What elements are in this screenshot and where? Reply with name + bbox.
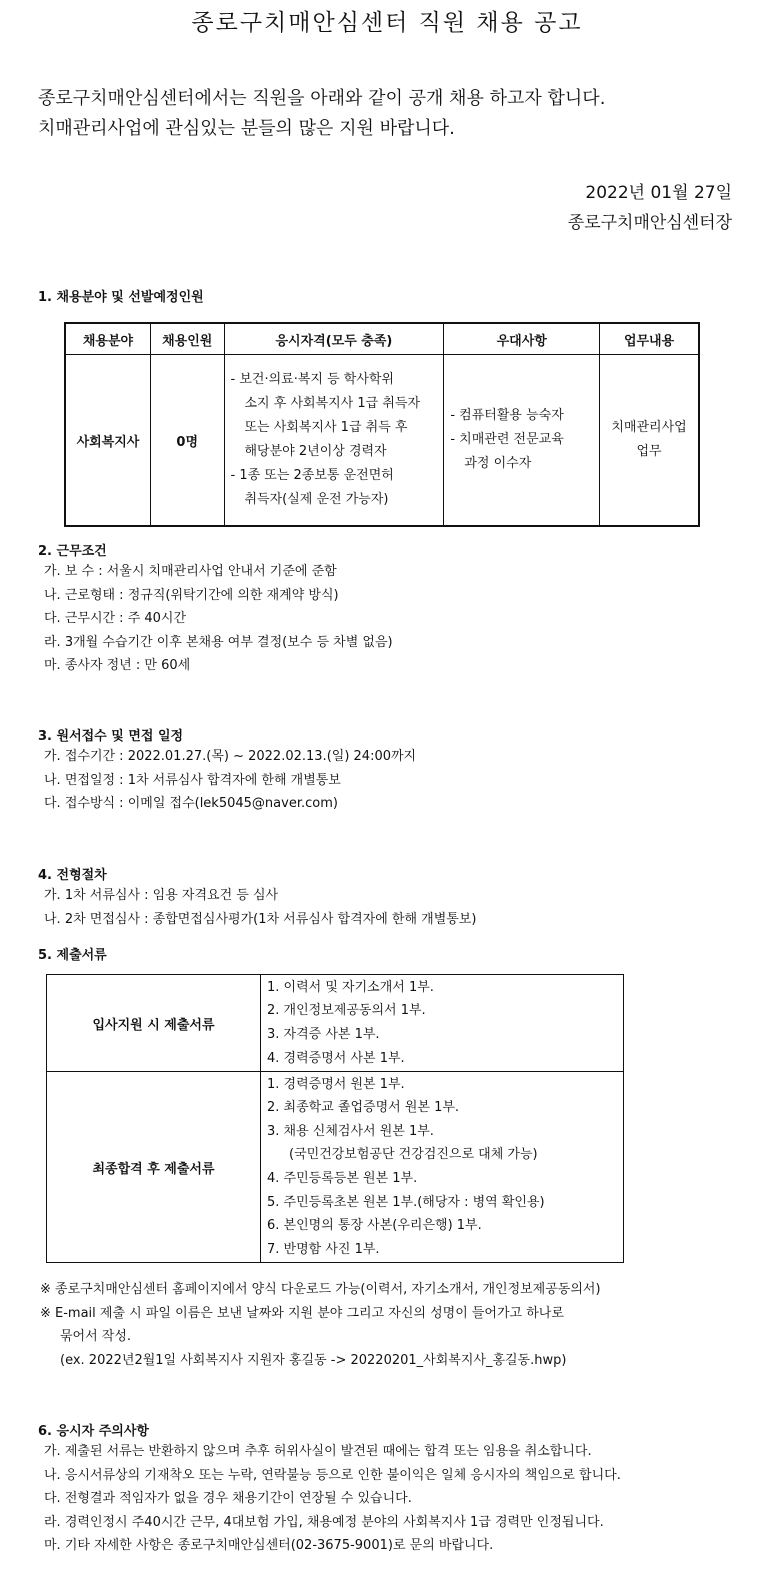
table-row [47, 1072, 624, 1263]
section2-list [44, 560, 393, 678]
note-line: ※ 종로구치매안심센터 홈페이지에서 양식 다운로드 가능(이력서, 자기소개서, 개인정보제공동의서) [40, 1282, 601, 1297]
duty-line: 업무 [636, 444, 662, 459]
header-count: 채용인원 [150, 323, 224, 355]
documents-label-application: 입사지원 시 제출서류 [47, 975, 261, 1072]
list-item: 마. 기타 자세한 사항은 종로구치매안심센터(02-3675-9001)로 문의 바랍니다. [44, 1538, 494, 1554]
header-qualifications: 응시자격(모두 충족) [224, 323, 444, 355]
list-item: 4. 주민등록등본 원본 1부. [267, 1171, 418, 1186]
preference-line: - 치매관련 전문교육 [450, 432, 564, 447]
qualification-line: 취득자(실제 운전 가능자) [244, 492, 389, 507]
qualification-line: - 보건·의료·복지 등 학사학위 [230, 372, 394, 387]
list-item: 라. 3개월 수습기간 이후 본채용 여부 결정(보수 등 차별 없음) [44, 634, 393, 650]
list-item: 다. 접수방식 : 이메일 접수(lek5045@naver.com) [44, 796, 338, 812]
section5-title: 5. 제출서류 [38, 948, 107, 963]
intro-line: 치매관리사업에 관심있는 분들의 많은 지원 바랍니다. [38, 118, 455, 139]
section2-title: 2. 근무조건 [38, 544, 107, 559]
duty-line: 치매관리사업 [611, 420, 687, 435]
list-item: 7. 반명함 사진 1부. [267, 1241, 380, 1257]
list-item: 마. 종사자 정년 : 만 60세 [44, 658, 191, 674]
section4-list [44, 884, 476, 931]
preference-line: - 컴퓨터활용 능숙자 [450, 408, 564, 423]
section3-title: 3. 원서접수 및 면접 일정 [38, 729, 184, 744]
list-item: 1. 이력서 및 자기소개서 1부. [267, 979, 434, 995]
section6-title: 6. 응시자 주의사항 [38, 1424, 149, 1439]
cell-count: 0명 [150, 355, 224, 527]
qualification-line: - 1종 또는 2종보통 운전면허 [230, 468, 394, 483]
note-line: ※ E-mail 제출 시 파일 이름은 보낸 날짜와 지원 분야 그리고 자신의 성명이 들어가고 하나로 [40, 1305, 564, 1321]
recruitment-table [64, 322, 700, 527]
intro-line: 종로구치매안심센터에서는 직원을 아래와 같이 공개 채용 하고자 합니다. [38, 88, 606, 109]
date-block [568, 178, 732, 238]
documents-label-final: 최종합격 후 제출서류 [47, 1072, 261, 1263]
section6-list [44, 1440, 621, 1558]
header-preferences: 우대사항 [444, 323, 600, 355]
section3-list [44, 745, 416, 816]
table-row [47, 975, 624, 1072]
list-item: 3. 채용 신체검사서 원본 1부. [267, 1123, 434, 1139]
list-item: 가. 접수기간 : 2022.01.27.(목) ~ 2022.02.13.(일) 24:00까지 [44, 749, 417, 764]
table-header-row [65, 323, 699, 355]
header-duties: 업무내용 [600, 323, 699, 355]
list-item: 나. 2차 면접심사 : 종합면접심사평가(1차 서류심사 합격자에 한해 개별통보) [44, 911, 477, 927]
list-item: 가. 제출된 서류는 반환하지 않으며 추후 허위사실이 발견된 때에는 합격 또는 임용을 취소합니다. [44, 1444, 592, 1459]
preference-line: 과정 이수자 [464, 456, 532, 471]
cell-qualifications [224, 355, 444, 527]
cell-preferences [444, 355, 600, 527]
list-item: (국민건강보험공단 건강검진으로 대체 가능) [289, 1147, 538, 1163]
cell-field: 사회복지사 [65, 355, 150, 527]
documents-items-application [261, 975, 624, 1072]
qualification-line: 또는 사회복지사 1급 취득 후 [244, 420, 408, 435]
documents-table [46, 974, 624, 1263]
list-item: 가. 1차 서류심사 : 임용 자격요건 등 심사 [44, 888, 279, 903]
issuer: 종로구치매안심센터장 [567, 213, 732, 233]
list-item: 5. 주민등록초본 원본 1부.(해당자 : 병역 확인용) [267, 1194, 545, 1210]
intro-paragraph [38, 84, 605, 144]
header-field: 채용분야 [65, 323, 150, 355]
list-item: 다. 근무시간 : 주 40시간 [44, 611, 187, 627]
section1-title: 1. 채용분야 및 선발예정인원 [38, 290, 204, 305]
note-line: (ex. 2022년2월1일 사회복지사 지원자 홍길동 -> 20220201_사회복지사_홍길동.hwp) [60, 1352, 567, 1368]
list-item: 라. 경력인정시 주40시간 근무, 4대보험 가입, 채용예정 분야의 사회복지사 1급 경력만 인정됩니다. [44, 1514, 604, 1530]
cell-duties [600, 355, 699, 527]
list-item: 1. 경력증명서 원본 1부. [267, 1076, 405, 1092]
list-item: 나. 근로형태 : 정규직(위탁기간에 의한 재계약 방식) [44, 587, 339, 603]
list-item: 6. 본인명의 통장 사본(우리은행) 1부. [267, 1218, 482, 1234]
table-row [65, 355, 699, 527]
notes [40, 1278, 601, 1372]
list-item: 가. 보 수 : 서울시 치매관리사업 안내서 기준에 준함 [44, 564, 337, 579]
list-item: 2. 최종학교 졸업증명서 원본 1부. [267, 1100, 460, 1116]
list-item: 나. 응시서류상의 기재착오 또는 누락, 연락불능 등으로 인한 불이익은 일체 응시자의 책임으로 합니다. [44, 1467, 621, 1483]
list-item: 4. 경력증명서 사본 1부. [267, 1050, 405, 1066]
qualification-line: 소지 후 사회복지사 1급 취득자 [244, 396, 420, 411]
list-item: 2. 개인정보제공동의서 1부. [267, 1003, 426, 1019]
note-line: 묶어서 작성. [60, 1329, 132, 1344]
list-item: 나. 면접일정 : 1차 서류심사 합격자에 한해 개별통보 [44, 772, 341, 788]
announcement-date: 2022년 01월 27일 [585, 183, 732, 203]
list-item: 3. 자격증 사본 1부. [267, 1027, 380, 1042]
documents-items-final [261, 1072, 624, 1263]
qualification-line: 해당분야 2년이상 경력자 [244, 444, 387, 459]
page-title: 종로구치매안심센터 직원 채용 공고 [191, 10, 583, 36]
section4-title: 4. 전형절차 [38, 868, 107, 883]
list-item: 다. 전형결과 적임자가 없을 경우 채용기간이 연장될 수 있습니다. [44, 1491, 412, 1507]
